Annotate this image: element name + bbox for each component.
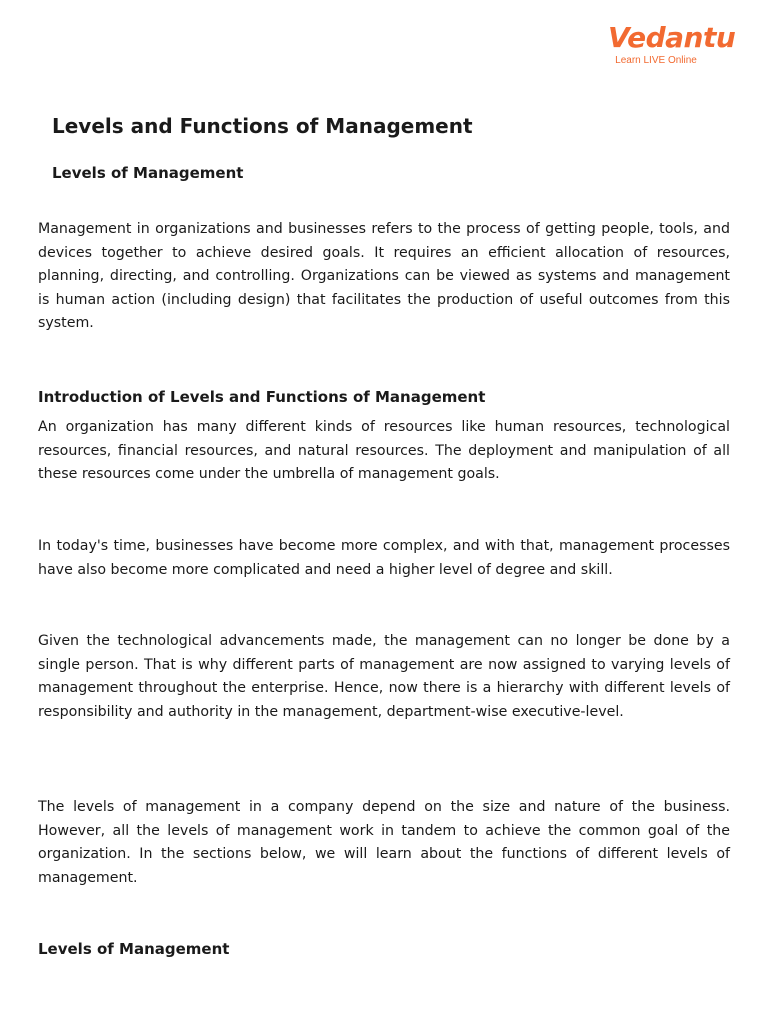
paragraph-levels-overview: The levels of management in a company depend on the size and nature of the business. However, all the levels of management work in tandem to achieve the common goal of the organization. In the sections below, we will learn about the functions of different levels of management. [38,799,730,886]
section-heading-introduction: Introduction of Levels and Functions of Management [38,388,486,406]
page-title: Levels and Functions of Management [52,114,473,138]
vedantu-logo [608,21,736,67]
logo-wordmark: Vedantu [608,21,736,54]
logo-tagline: Learn LIVE Online [615,55,697,66]
section-heading-levels: Levels of Management [38,940,230,958]
paragraph-resources: An organization has many different kinds of resources like human resources, technological resources, financial resources, and natural resources. The deployment and manipulation of all these resources come under the umbrella of management goals. [38,419,730,482]
paragraph-management-definition: Management in organizations and businesses refers to the process of getting people, tools, and devices together to achieve desired goals. It requires an efficient allocation of resources, planning, directing, and controlling. Organizations can be viewed as systems and management is human action (including design) that facilitates the production of useful outcomes from this system. [38,221,730,331]
paragraph-hierarchy: Given the technological advancements made, the management can no longer be done by a single person. That is why different parts of management are now assigned to varying levels of management throughout the enterprise. Hence, now there is a hierarchy with different levels of responsibility and authority in the management, department-wise executive-level. [38,633,730,720]
paragraph-complexity: In today's time, businesses have become more complex, and with that, management processes have also become more complicated and need a higher level of degree and skill. [38,538,730,578]
page-subtitle: Levels of Management [52,164,244,182]
